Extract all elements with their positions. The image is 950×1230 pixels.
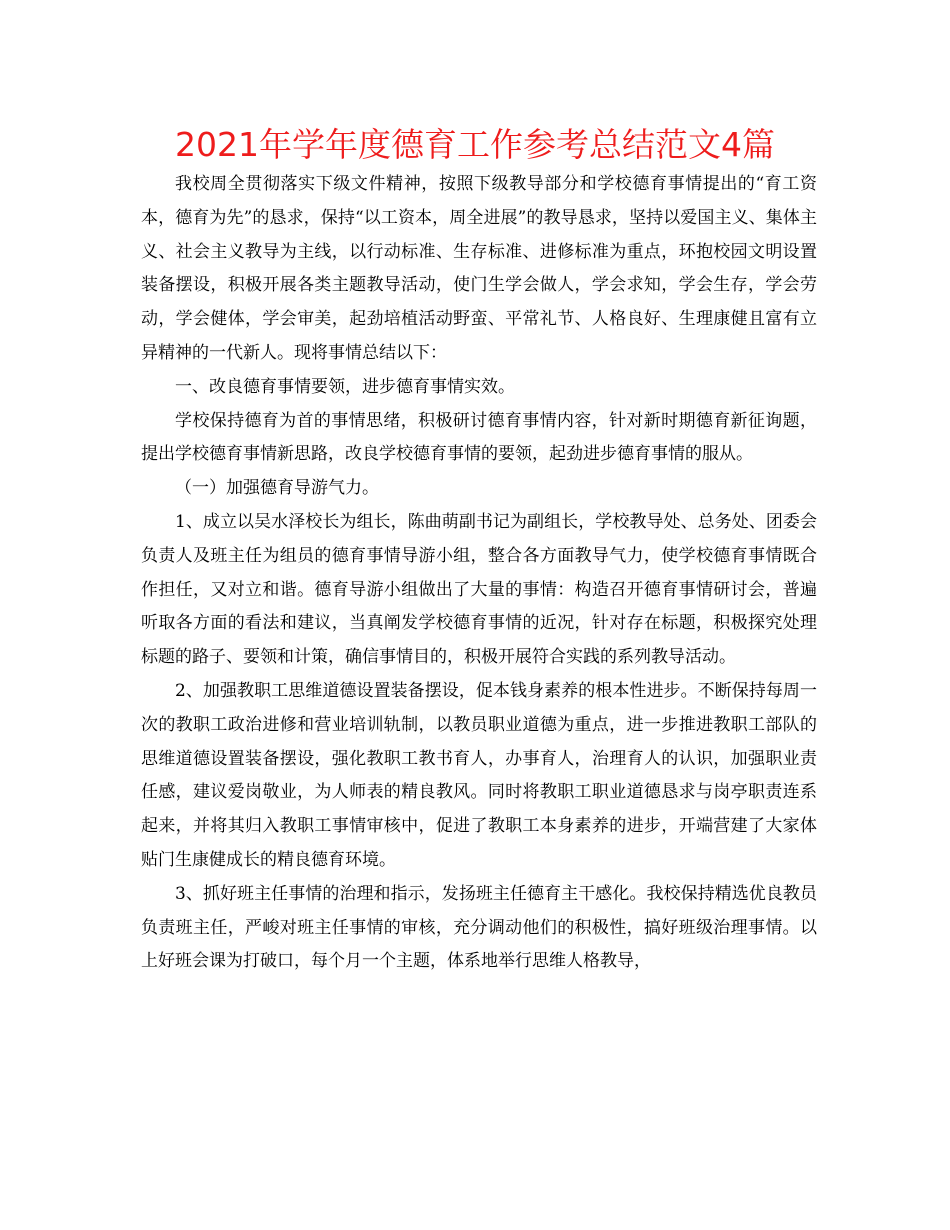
intro-paragraph: 我校周全贯彻落实下级文件精神，按照下级教导部分和学校德育事情提出的“育工资本，德育为先”的恳求，保持“以工资本，周全进展”的教导恳求，坚持以爱国主义、集体主义、社会主义教导为主线，以行动标准、生存标准、进修标准为重点，环抱校园文明设置装备摆设，积极开展各类主题教导活动，使门生学会做人，学会求知，学会生存，学会劳动，学会健体，学会审美，起劲培植活动野蛮、平常礼节、人格良好、生理康健且富有立异精神的一代新人。现将事情总结以下：: [141, 174, 817, 363]
section-heading-1: 一、改良德育事情要领，进步德育事情实效。: [175, 376, 515, 397]
document-body: [141, 168, 817, 979]
item-1-paragraph: 1、成立以吴水泽校长为组长，陈曲萌副书记为副组长，学校教导处、总务处、团委会负责人及班主任为组员的德育事情导游小组，整合各方面教导气力，使学校德育事情既合作担任，又对立和谐。德育导游小组做出了大量的事情：构造召开德育事情研讨会，普遍听取各方面的看法和建议，当真阐发学校德育事情的近况，针对存在标题，积极探究处理标题的路子、要领和计策，确信事情目的，积极开展符合实践的系列教导活动。: [141, 511, 817, 668]
item-2-paragraph: 2、加强教职工思维道德设置装备摆设，促本钱身素养的根本性进步。不断保持每周一次的教职工政治进修和营业培训轨制，以教员职业道德为重点，进一步推进教职工部队的思维道德设置装备摆设，强化教职工教书育人，办事育人，治理育人的认识，加强职业责任感，建议爱岗敬业，为人师表的精良教风。同时将教职工职业道德恳求与岗亭职责连系起来，并将其归入教职工事情审核中，促进了教职工本身素养的进步，开端营建了大家体贴门生康健成长的精良德育环境。: [141, 680, 817, 870]
document-title: 2021年学年度德育工作参考总结范文4篇: [175, 125, 775, 164]
subsection-heading-1: （一）加强德育导游气力。: [175, 478, 379, 499]
item-3-paragraph: 3、抓好班主任事情的治理和指示，发扬班主任德育主干感化。我校保持精选优良教员负责班主任，严峻对班主任事情的审核，充分调动他们的积极性，搞好班级治理事情。以上好班会课为打破口，每个月一个主题，体系地举行思维人格教导，: [141, 883, 817, 972]
section-1-paragraph: 学校保持德育为首的事情思绪，积极研讨德育事情内容，针对新时期德育新征询题，提出学校德育事情新思路，改良学校德育事情的要领，起劲进步德育事情的服从。: [141, 410, 817, 465]
